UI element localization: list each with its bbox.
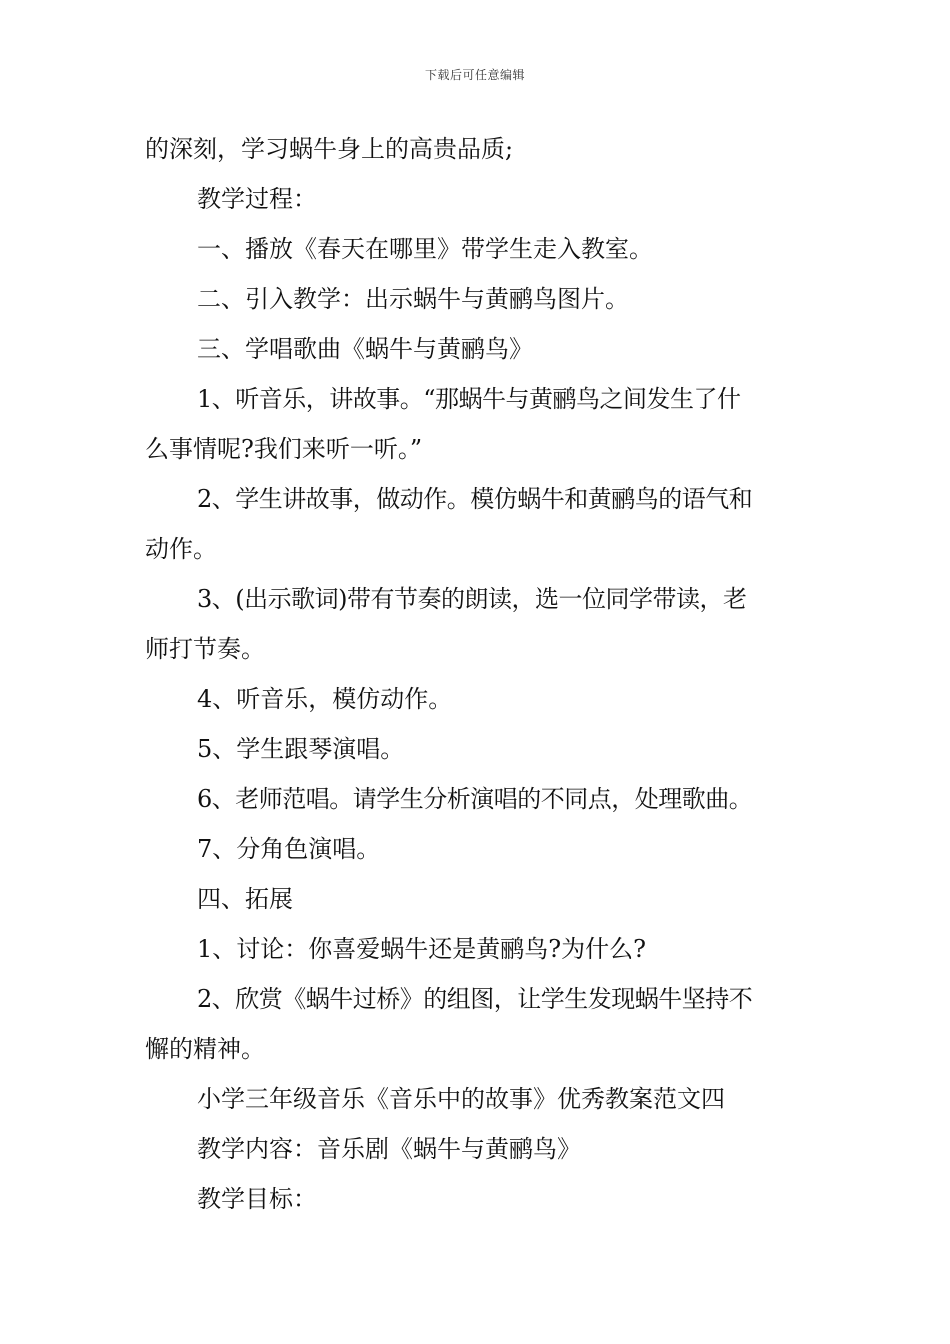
paragraph-line: 懈的精神。 <box>145 1035 265 1063</box>
paragraph-line: 2、学生讲故事，做动作。模仿蜗牛和黄鹂鸟的语气和 <box>197 485 753 513</box>
paragraph-line: 二、引入教学：出示蜗牛与黄鹂鸟图片。 <box>197 285 629 313</box>
section-heading: 教学目标： <box>197 1185 317 1213</box>
paragraph-line: 3、(出示歌词)带有节奏的朗读，选一位同学带读，老 <box>197 585 747 613</box>
paragraph-line: 7、分角色演唱。 <box>197 835 381 863</box>
paragraph-line: 1、听音乐，讲故事。“那蜗牛与黄鹂鸟之间发生了什 <box>197 385 741 413</box>
paragraph-line: 的深刻，学习蜗牛身上的高贵品质; <box>145 135 514 163</box>
paragraph-line: 三、学唱歌曲《蜗牛与黄鹂鸟》 <box>197 335 533 363</box>
section-title: 小学三年级音乐《音乐中的故事》优秀教案范文四 <box>197 1085 725 1113</box>
paragraph-line: 1、讨论：你喜爱蜗牛还是黄鹂鸟?为什么? <box>197 935 647 963</box>
section-heading: 教学过程： <box>197 185 317 213</box>
paragraph-line: 2、欣赏《蜗牛过桥》的组图，让学生发现蜗牛坚持不 <box>197 985 753 1013</box>
paragraph-line: 4、听音乐，模仿动作。 <box>197 685 453 713</box>
page-header: 下载后可任意编辑 <box>424 68 525 82</box>
paragraph-line: 师打节奏。 <box>145 635 265 663</box>
section-heading: 四、拓展 <box>197 885 293 913</box>
paragraph-line: 6、老师范唱。请学生分析演唱的不同点，处理歌曲。 <box>197 785 753 813</box>
paragraph-line: 一、播放《春天在哪里》带学生走入教室。 <box>197 235 653 263</box>
document-body <box>145 124 810 1224</box>
paragraph-line: 5、学生跟琴演唱。 <box>197 735 405 763</box>
paragraph-line: 动作。 <box>145 535 217 563</box>
paragraph-line: 么事情呢?我们来听一听。” <box>145 435 423 463</box>
paragraph-line: 教学内容：音乐剧《蜗牛与黄鹂鸟》 <box>197 1135 581 1163</box>
